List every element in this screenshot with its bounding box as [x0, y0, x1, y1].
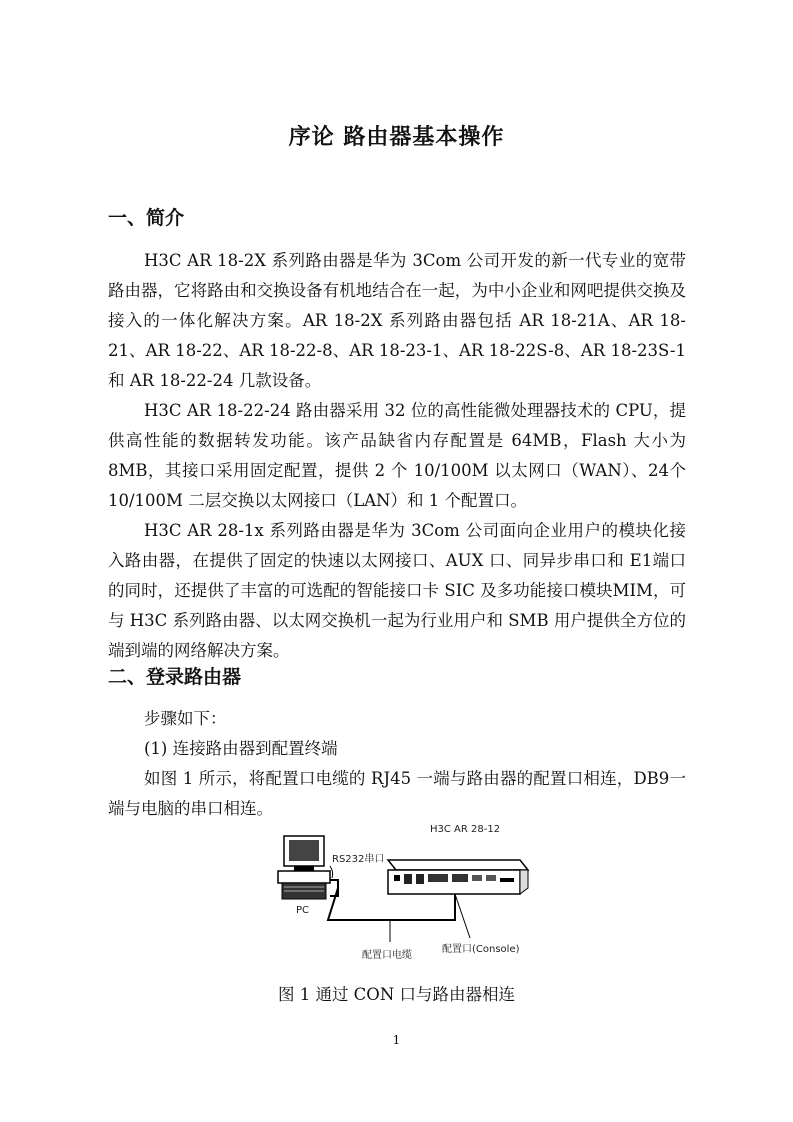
para1-text: H3C AR 18-2X 系列路由器是华为 3Com 公司开发的新一代专业的宽带路由器，它将路由和交换设备有机地结合在一起，为中小企业和网吧提供交换及接入的一体化解决方案。AR 18-2X 系列路由器包括 AR 18-21A、AR 18-21、AR 18-22、AR 18-22-8、AR 18-23-1、AR 18-22S-8、AR 18-23S-1和 AR 18-22-24 几款设备。 — [108, 251, 686, 390]
console-pointer — [455, 894, 470, 938]
page-title: 序论 路由器基本操作 — [288, 125, 505, 150]
console-port-label: 配置口(Console) — [442, 944, 520, 955]
step-1: (1) 连接路由器到配置终端 — [144, 739, 338, 758]
intro-paragraph-1 — [108, 246, 686, 396]
serial-port-label: RS232串口 — [332, 854, 385, 865]
steps-intro: 步骤如下： — [144, 709, 227, 728]
pc-icon — [278, 836, 330, 899]
router-label: H3C AR 28-12 — [430, 824, 501, 835]
para3-text: H3C AR 28-1x 系列路由器是华为 3Com 公司面向企业用户的模块化接入路由器，在提供了固定的快速以太网接口、AUX 口、同异步串口和 E1端口的同时，还提供了丰富的可选配的智能接口卡 SIC 及多功能接口模块MIM，可与 H3C 系列路由器、以太网交换机一起为行业用户和 SMB 用户提供全方位的端到端的网络解决方案。 — [108, 521, 686, 660]
intro-paragraph-2 — [108, 396, 686, 516]
cable-label: 配置口电缆 — [362, 950, 412, 961]
router-icon — [388, 860, 528, 894]
intro-paragraph-3 — [108, 516, 686, 666]
para2-text: H3C AR 18-22-24 路由器采用 32 位的高性能微处理器技术的 CPU，提供高性能的数据转发功能。该产品缺省内存配置是 64MB，Flash 大小为8MB，其接口采用固定配置，提供 2 个 10/100M 以太网口（WAN）、24个 10/100M 二层交换以太网接口（LAN）和 1 个配置口。 — [108, 401, 686, 510]
step-1-description: 如图 1 所示，将配置口电缆的 RJ45 一端与路由器的配置口相连，DB9一端与电脑的串口相连。 — [108, 769, 686, 818]
connection-diagram — [270, 820, 540, 970]
section-heading-intro: 一、简介 — [108, 207, 185, 229]
pc-label: PC — [296, 905, 310, 916]
section-heading-login: 二、登录路由器 — [108, 666, 242, 688]
page-number: 1 — [392, 1033, 401, 1047]
figure-caption: 图 1 通过 CON 口与路由器相连 — [277, 985, 516, 1004]
